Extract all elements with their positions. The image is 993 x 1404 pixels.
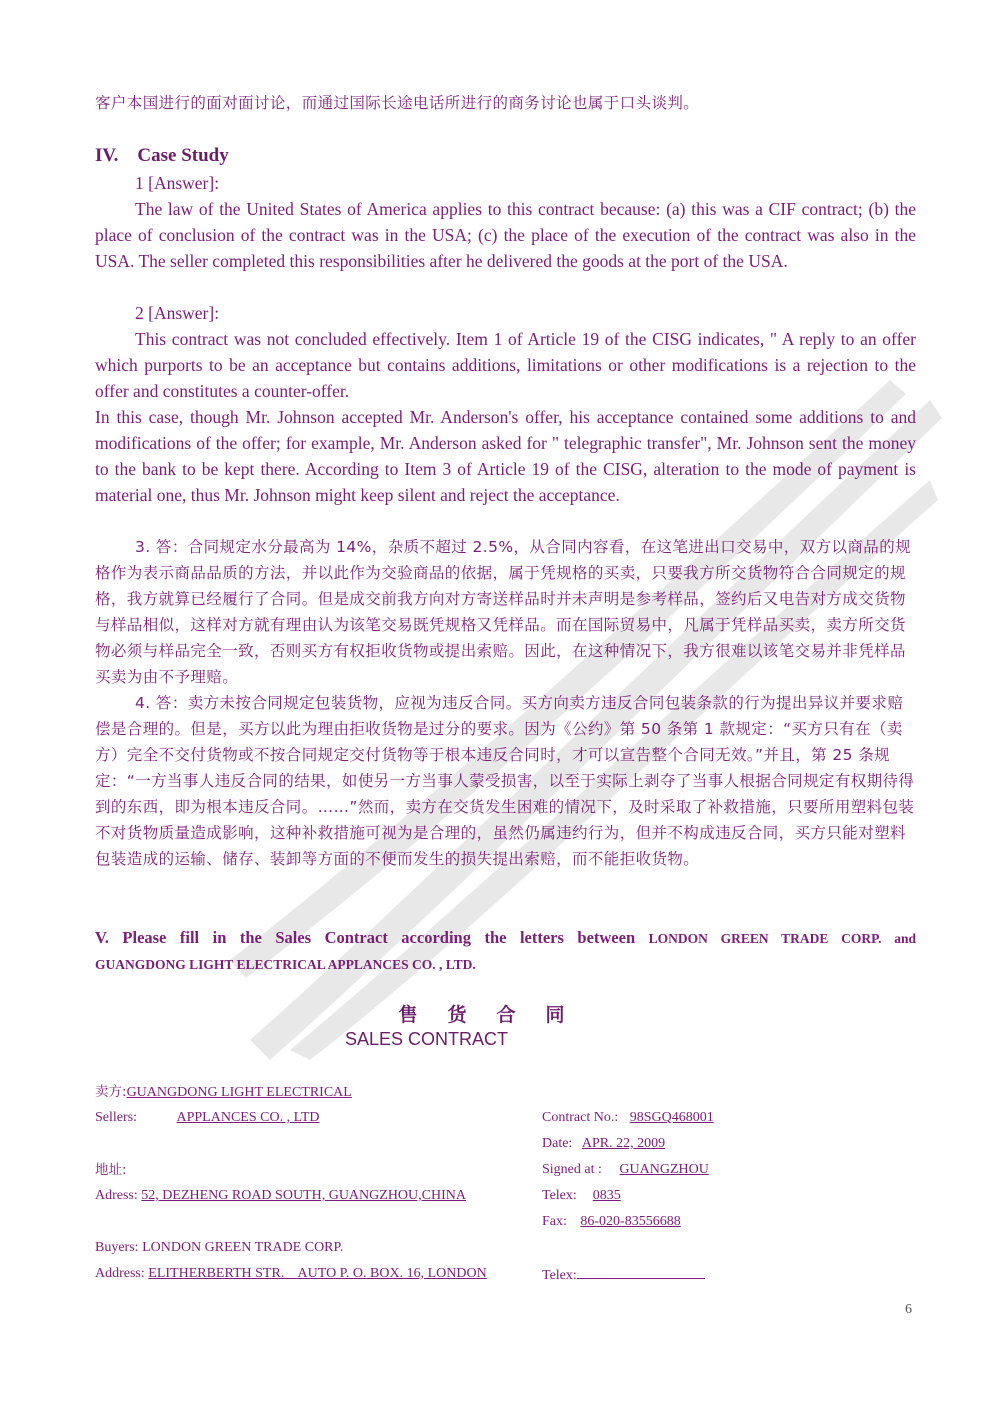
date-field: Date: APR. 22, 2009 — [542, 1136, 666, 1151]
sellers-value: APPLANCES CO. , LTD — [176, 1110, 320, 1125]
section-iv-heading — [95, 145, 916, 167]
section-v-line-2: GUANGDONG LIGHT ELECTRICAL APPLANCES CO. , LTD. — [95, 957, 476, 972]
section-v-line-1: V. Please fill in the Sales Contract according the letters between LONDON GREEN TRADE CORP. and — [95, 928, 917, 947]
buyers-field: Buyers: LONDON GREEN TRADE CORP. — [95, 1240, 344, 1255]
contract-title-en: SALES CONTRACT — [345, 1029, 509, 1049]
buyer-telex-blank — [577, 1264, 705, 1279]
seller-zh-value: GUANGDONG LIGHT ELECTRICAL — [126, 1085, 352, 1100]
section-iv-title: IV. Case Study — [95, 145, 229, 166]
signed-at-value: GUANGZHOU — [619, 1162, 709, 1177]
answer-2-label: 2 [Answer]: — [135, 303, 220, 323]
answer-2-text: This contract was not concluded effectively. Item 1 of Article 19 of the CISG indicates, " A reply to an offer which purports to be an acceptance but contains additions, limitations or other modifications is a rejection to the offer and constitutes a counter-offer. — [95, 329, 916, 401]
buyer-address-value: ELITHERBERTH STR. AUTO P. O. BOX. 16, LONDON — [148, 1266, 487, 1281]
answer-4-text: 4. 答：卖方未按合同规定包装货物，应视为违反合同。买方向卖方违反合同包装条款的行为提出异议并要求赔偿是合理的。但是，买方以此为理由拒收货物是过分的要求。因为《公约》第 50 条第 1 款规定：“买方只有在（卖方）完全不交付货物或不按合同规定交付货物等于根本违反合同时，才可以宣告整个合同无效。”并且，第 25 条规定：“一方当事人违反合同的结果，如使另一方当事人蒙受损害，以至于实际上剥夺了当事人根据合同规定有权期待得到的东西，即为根本违反合同。……”然而，卖方在交货发生困难的情况下，及时采取了补救措施，只要所用塑料包装不对货物质量造成影响，这种补救措施可视为是合理的，虽然仍属违约行为，但并不构成违反合同，买方只能对塑料包装造成的运输、储存、装卸等方面的不便而发生的损失提出索赔，而不能拒收货物。 — [95, 694, 915, 868]
signed-at-field: Signed at : GUANGZHOU — [542, 1162, 709, 1177]
buyer-telex-field: Telex: — [542, 1264, 705, 1286]
section-v-parties: LONDON GREEN TRADE CORP. and — [648, 931, 917, 946]
answer-1-label: 1 [Answer]: — [135, 173, 220, 193]
contract-no-value: 98SGQ468001 — [629, 1110, 714, 1125]
fax-value: 86-020-83556688 — [580, 1214, 681, 1229]
telex-field: Telex: 0835 — [542, 1186, 629, 1206]
sellers-field: Sellers: APPLANCES CO. , LTD — [95, 1108, 342, 1128]
telex-value: 0835 — [592, 1188, 621, 1203]
contract-title-zh: 售货合同 — [398, 1004, 595, 1026]
answer-1-text: The law of the United States of America applies to this contract because: (a) this was a CIF contract; (b) the place of conclusion of the contract was in the USA; (c) the place of the execution of the contract was also in the USA. The seller completed this responsibilities after he delivered the goods at the port of the USA. — [95, 199, 916, 271]
adress-field: Adress: 52, DEZHENG ROAD SOUTH, GUANGZHOU,CHINA — [95, 1188, 466, 1203]
contract-no-field: Contract No.: 98SGQ468001 — [542, 1110, 714, 1125]
page-number: 6 — [905, 1302, 912, 1317]
answer-3-text: 3. 答：合同规定水分最高为 14%，杂质不超过 2.5%，从合同内容看，在这笔进出口交易中，双方以商品的规格作为表示商品品质的方法，并以此作为交验商品的依据，属于凭规格的买卖，只要我方所交货物符合合同规定的规格，我方就算已经履行了合同。但是成交前我方向对方寄送样品时并未声明是参考样品，签约后又电告对方成交货物与样品相似，这样对方就有理由认为该笔交易既凭规格又凭样品。而在国际贸易中，凡属于凭样品买卖，卖方所交货物必须与样品完全一致，否则买方有权拒收货物或提出索赔。因此，在这种情况下，我方很难以该笔交易并非凭样品买卖为由不予理赔。 — [95, 538, 912, 686]
buyer-address-field: Address: ELITHERBERTH STR. AUTO P. O. BOX. 16, LONDON — [95, 1266, 487, 1281]
top-line: 客户本国进行的面对面讨论，而通过国际长途电话所进行的商务讨论也属于口头谈判。 — [95, 94, 700, 112]
date-value: APR. 22, 2009 — [581, 1136, 666, 1151]
fax-field: Fax: 86-020-83556688 — [542, 1214, 681, 1229]
adress-value: 52, DEZHENG ROAD SOUTH, GUANGZHOU,CHINA — [141, 1188, 466, 1203]
seller-zh-field: 卖方:GUANGDONG LIGHT ELECTRICAL — [95, 1084, 352, 1100]
buyers-value: LONDON GREEN TRADE CORP. — [142, 1240, 344, 1255]
section-v-heading — [95, 925, 916, 978]
answer-2-text-continued: In this case, though Mr. Johnson accepted Mr. Anderson's offer, his acceptance contained some additions to and modifications of the offer; for example, Mr. Anderson asked for " telegraphic transfer", Mr. Johnson sent the money to the bank to be kept there. According to Item 3 of Article 19 of the CISG, alteration to the mode of payment is material one, thus Mr. Johnson might keep silent and reject the acceptance. — [95, 407, 916, 505]
address-zh-field: 地址: — [95, 1162, 127, 1178]
